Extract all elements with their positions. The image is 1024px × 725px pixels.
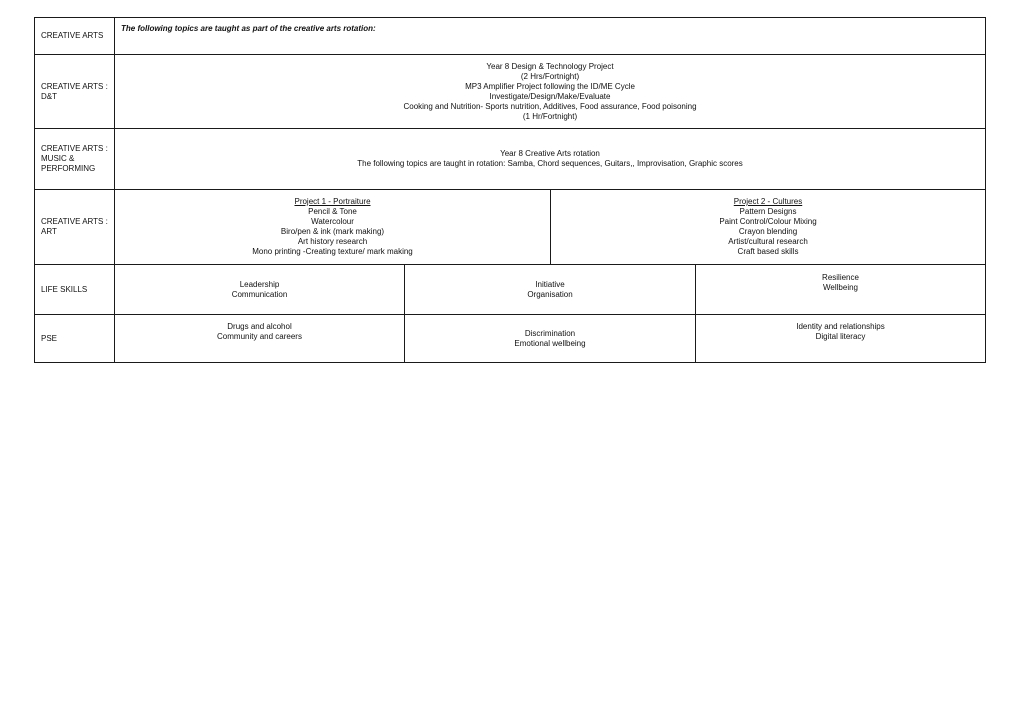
- music-line: Year 8 Creative Arts rotation: [500, 149, 600, 158]
- dt-line: (2 Hrs/Fortnight): [520, 71, 580, 81]
- project-title: Project 1 - Portraiture: [294, 197, 371, 206]
- dt-content: [115, 55, 986, 129]
- project-item: Craft based skills: [737, 247, 799, 256]
- row-label: LIFE SKILLS: [35, 265, 115, 315]
- dt-line: Investigate/Design/Make/Evaluate: [489, 91, 611, 101]
- pse-item: Emotional wellbeing: [514, 338, 586, 348]
- dt-line: (1 Hr/Fortnight): [522, 111, 578, 121]
- skill-item: Resilience: [822, 273, 859, 282]
- creative-arts-intro: The following topics are taught as part of the creative arts rotation:: [115, 18, 986, 55]
- row-pse: [35, 315, 986, 363]
- project-item: Mono printing -Creating texture/ mark making: [252, 247, 413, 256]
- pse-item: Identity and relationships: [796, 322, 885, 331]
- skill-item: Leadership: [239, 279, 280, 289]
- life-skills-col-2: [405, 265, 696, 315]
- project-item: Art history research: [297, 237, 368, 246]
- skill-item: Initiative: [535, 279, 565, 289]
- skill-item: Wellbeing: [823, 283, 858, 292]
- dt-line: Year 8 Design & Technology Project: [486, 61, 614, 71]
- project-item: Pencil & Tone: [308, 207, 357, 216]
- row-label: CREATIVE ARTS : ART: [35, 190, 115, 265]
- project-item: Biro/pen & ink (mark making): [280, 227, 385, 236]
- pse-col-3: [696, 315, 986, 363]
- pse-col-2: [405, 315, 696, 363]
- pse-item: Digital literacy: [815, 332, 866, 341]
- art-project-1: [115, 190, 551, 265]
- row-life-skills: [35, 265, 986, 315]
- project-item: Artist/cultural research: [728, 237, 808, 246]
- project-item: Crayon blending: [738, 227, 798, 236]
- row-label: CREATIVE ARTS : D&T: [35, 55, 115, 129]
- row-dt: [35, 55, 986, 129]
- row-art: [35, 190, 986, 265]
- project-item: Watercolour: [311, 217, 354, 226]
- pse-item: Drugs and alcohol: [227, 322, 292, 331]
- row-creative-arts: [35, 18, 986, 55]
- skill-item: Organisation: [527, 289, 573, 299]
- art-project-2: [551, 190, 986, 265]
- project-item: Paint Control/Colour Mixing: [719, 217, 817, 226]
- pse-item: Discrimination: [524, 328, 576, 338]
- project-item: Pattern Designs: [739, 207, 797, 216]
- skill-item: Communication: [231, 289, 288, 299]
- pse-col-1: [115, 315, 405, 363]
- music-line: The following topics are taught in rotation: Samba, Chord sequences, Guitars,, Improvisation, Graphic scores: [357, 159, 743, 168]
- row-label: PSE: [35, 315, 115, 363]
- life-skills-col-3: [696, 265, 986, 315]
- curriculum-table: [34, 17, 986, 363]
- dt-line: Cooking and Nutrition- Sports nutrition, Additives, Food assurance, Food poisoning: [403, 101, 697, 111]
- music-content: [115, 129, 986, 190]
- dt-line: MP3 Amplifier Project following the ID/ME Cycle: [465, 81, 635, 91]
- life-skills-col-1: [115, 265, 405, 315]
- project-title: Project 2 - Cultures: [733, 197, 803, 206]
- row-label: CREATIVE ARTS: [35, 18, 115, 55]
- row-music: [35, 129, 986, 190]
- pse-item: Community and careers: [217, 332, 302, 341]
- row-label: CREATIVE ARTS : MUSIC & PERFORMING: [35, 129, 115, 190]
